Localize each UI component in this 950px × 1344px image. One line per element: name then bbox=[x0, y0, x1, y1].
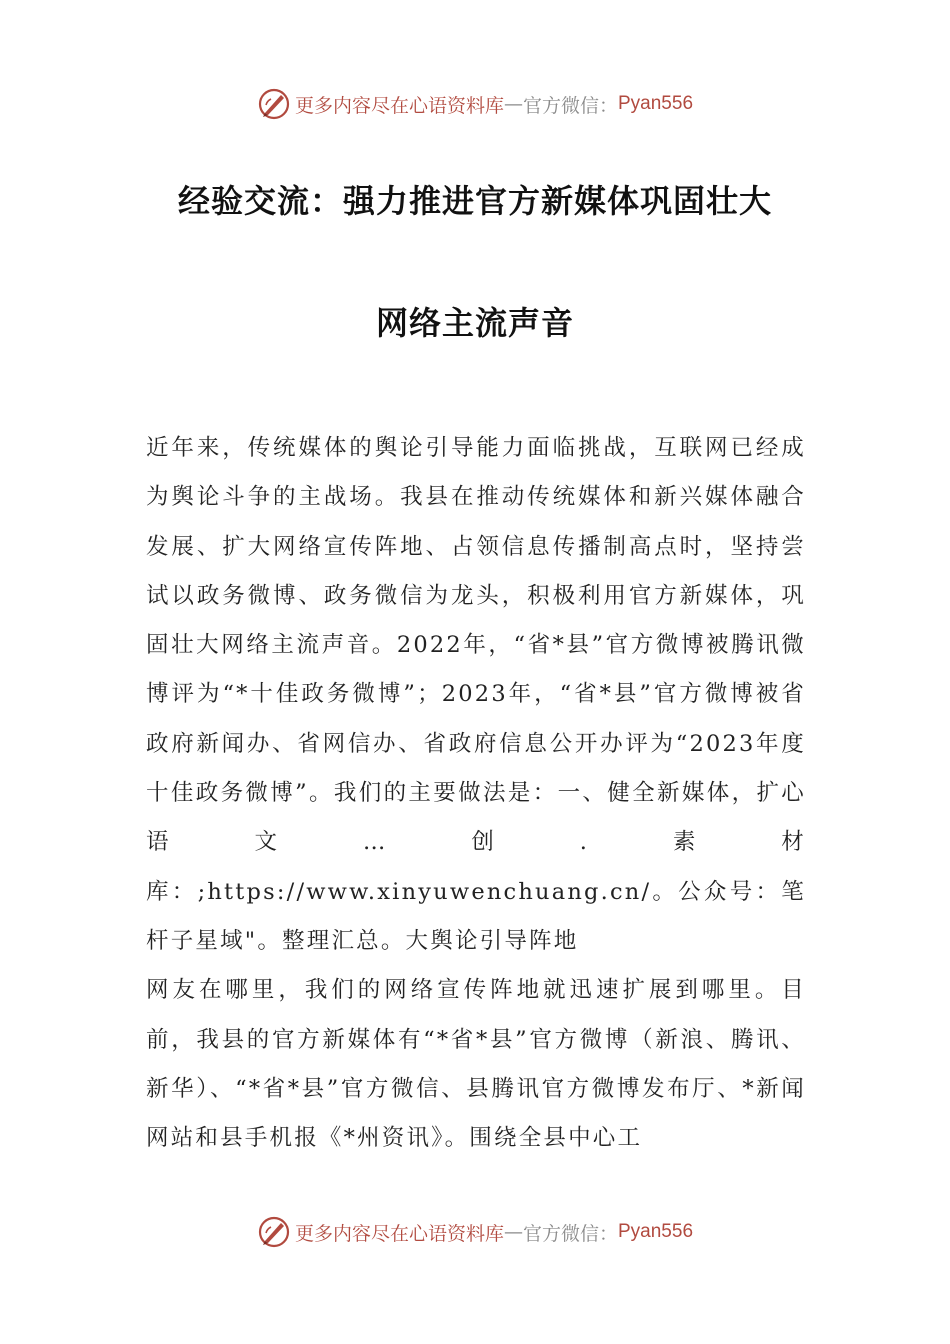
document-title-line-1: 经验交流：强力推进官方新媒体巩固壮大 bbox=[177, 182, 772, 220]
header-banner bbox=[0, 80, 950, 128]
pen-logo-icon bbox=[257, 87, 291, 121]
banner-promo-text: 更多内容尽在心语资料库 bbox=[294, 1222, 504, 1245]
document-body bbox=[146, 424, 806, 1163]
body-paragraph: 网友在哪里，我们的网络宣传阵地就迅速扩展到哪里。目前，我县的官方新媒体有“*省*县”官方微博（新浪、腾讯、新华）、“*省*县”官方微信、县腾讯官方微博发布厅、*新闻网站和县手机报《*州资讯》。围绕全县中心工 bbox=[146, 977, 806, 1152]
banner-dash: — bbox=[503, 1221, 523, 1243]
banner-dash: — bbox=[503, 93, 523, 115]
document-title-line-2: 网络主流声音 bbox=[375, 304, 574, 342]
pen-logo-icon bbox=[257, 1215, 291, 1249]
banner-wechat-id: Pyan556 bbox=[618, 1221, 694, 1242]
body-paragraph: 近年来，传统媒体的舆论引导能力面临挑战，互联网已经成为舆论斗争的主战场。我县在推动传统媒体和新兴媒体融合发展、扩大网络宣传阵地、占领信息传播制高点时，坚持尝试以政务微博、政务微信为龙头，积极利用官方新媒体，巩固壮大网络主流声音。2022年，“省*县”官方微博被腾讯微博评为“*十佳政务微博”；2023年，“省*县”官方微博被省政府新闻办、省网信办、省政府信息公开办评为“2023年度十佳政务微博”。我们的主要做法是：一、健全新媒体，扩心语文…创.素材库：;https://www.xinyuwenchuang.cn/。公众号：笔杆子星域"。整理汇总。大舆论引导阵地 bbox=[146, 435, 806, 954]
banner-wechat-label: 官方微信： bbox=[522, 94, 618, 117]
banner-promo-text: 更多内容尽在心语资料库 bbox=[294, 94, 504, 117]
footer-banner bbox=[0, 1208, 950, 1256]
banner-wechat-label: 官方微信： bbox=[522, 1222, 618, 1245]
banner-wechat-id: Pyan556 bbox=[618, 93, 694, 114]
